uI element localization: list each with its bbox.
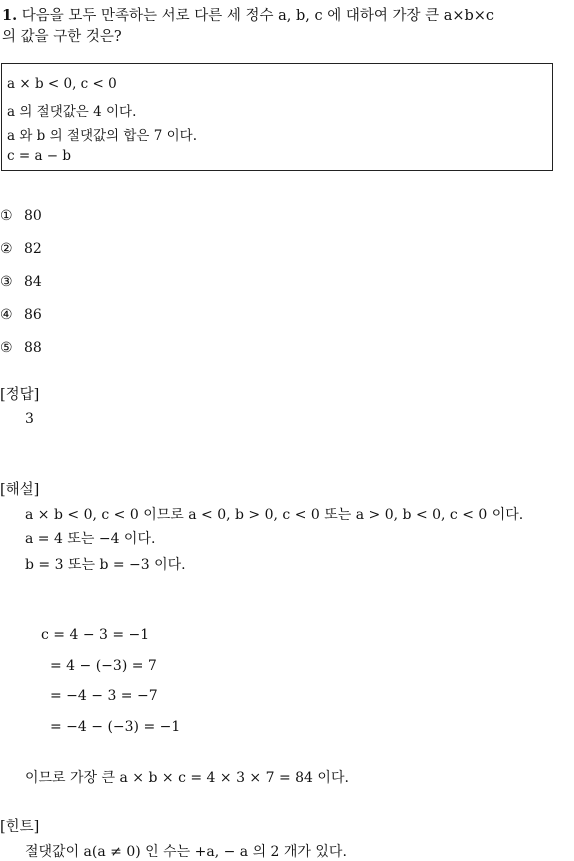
equation-3: = −4 − 3 = −7 (50, 688, 158, 704)
choice-4-value: 86 (24, 307, 42, 323)
question-text (2, 4, 494, 25)
explanation-conclusion: 이므로 가장 큰 a × b × c = 4 × 3 × 7 = 84 이다. (25, 770, 349, 786)
equation-1: c = 4 − 3 = −1 (41, 627, 150, 643)
question-number: 1. (2, 7, 18, 24)
choice-5-mark: ⑤ (0, 340, 13, 356)
condition-1: a × b < 0, c < 0 (7, 76, 117, 92)
hint-text: 절댓값이 a(a ≠ 0) 인 수는 +a, − a 의 2 개가 있다. (25, 844, 347, 860)
question-line-1: 다음을 모두 만족하는 서로 다른 세 정수 a, b, c 에 대하여 가장 큰 a×b×c (21, 8, 495, 24)
choice-3-value: 84 (24, 274, 42, 290)
explanation-line-2: a = 4 또는 −4 이다. (25, 531, 156, 547)
choice-1[interactable] (0, 208, 42, 224)
hint-label: [힌트] (0, 819, 40, 835)
explanation-line-1: a × b < 0, c < 0 이므로 a < 0, b > 0, c < 0 또는 a > 0, b < 0, c < 0 이다. (25, 507, 524, 523)
condition-3: a 와 b 의 절댓값의 합은 7 이다. (7, 128, 198, 144)
choice-2-value: 82 (24, 241, 42, 257)
choice-3-mark: ③ (0, 274, 13, 290)
choice-5[interactable] (0, 340, 42, 356)
choice-4-mark: ④ (0, 307, 13, 323)
condition-4: c = a − b (7, 148, 72, 164)
choice-1-mark: ① (0, 208, 13, 224)
condition-2: a 의 절댓값은 4 이다. (7, 104, 137, 120)
explanation-line-3: b = 3 또는 b = −3 이다. (25, 557, 186, 573)
choice-2-mark: ② (0, 241, 13, 257)
choice-3[interactable] (0, 274, 42, 290)
equation-2: = 4 − (−3) = 7 (50, 658, 157, 674)
choice-2[interactable] (0, 241, 42, 257)
answer-value: 3 (25, 411, 34, 427)
equation-4: = −4 − (−3) = −1 (50, 719, 181, 735)
choice-5-value: 88 (24, 340, 42, 356)
conditions-box (1, 63, 553, 171)
choice-4[interactable] (0, 307, 42, 323)
question-line-2: 의 값을 구한 것은? (2, 29, 122, 45)
answer-label: [정답] (0, 387, 40, 403)
explanation-label: [해설] (0, 482, 40, 498)
choice-1-value: 80 (24, 208, 42, 224)
